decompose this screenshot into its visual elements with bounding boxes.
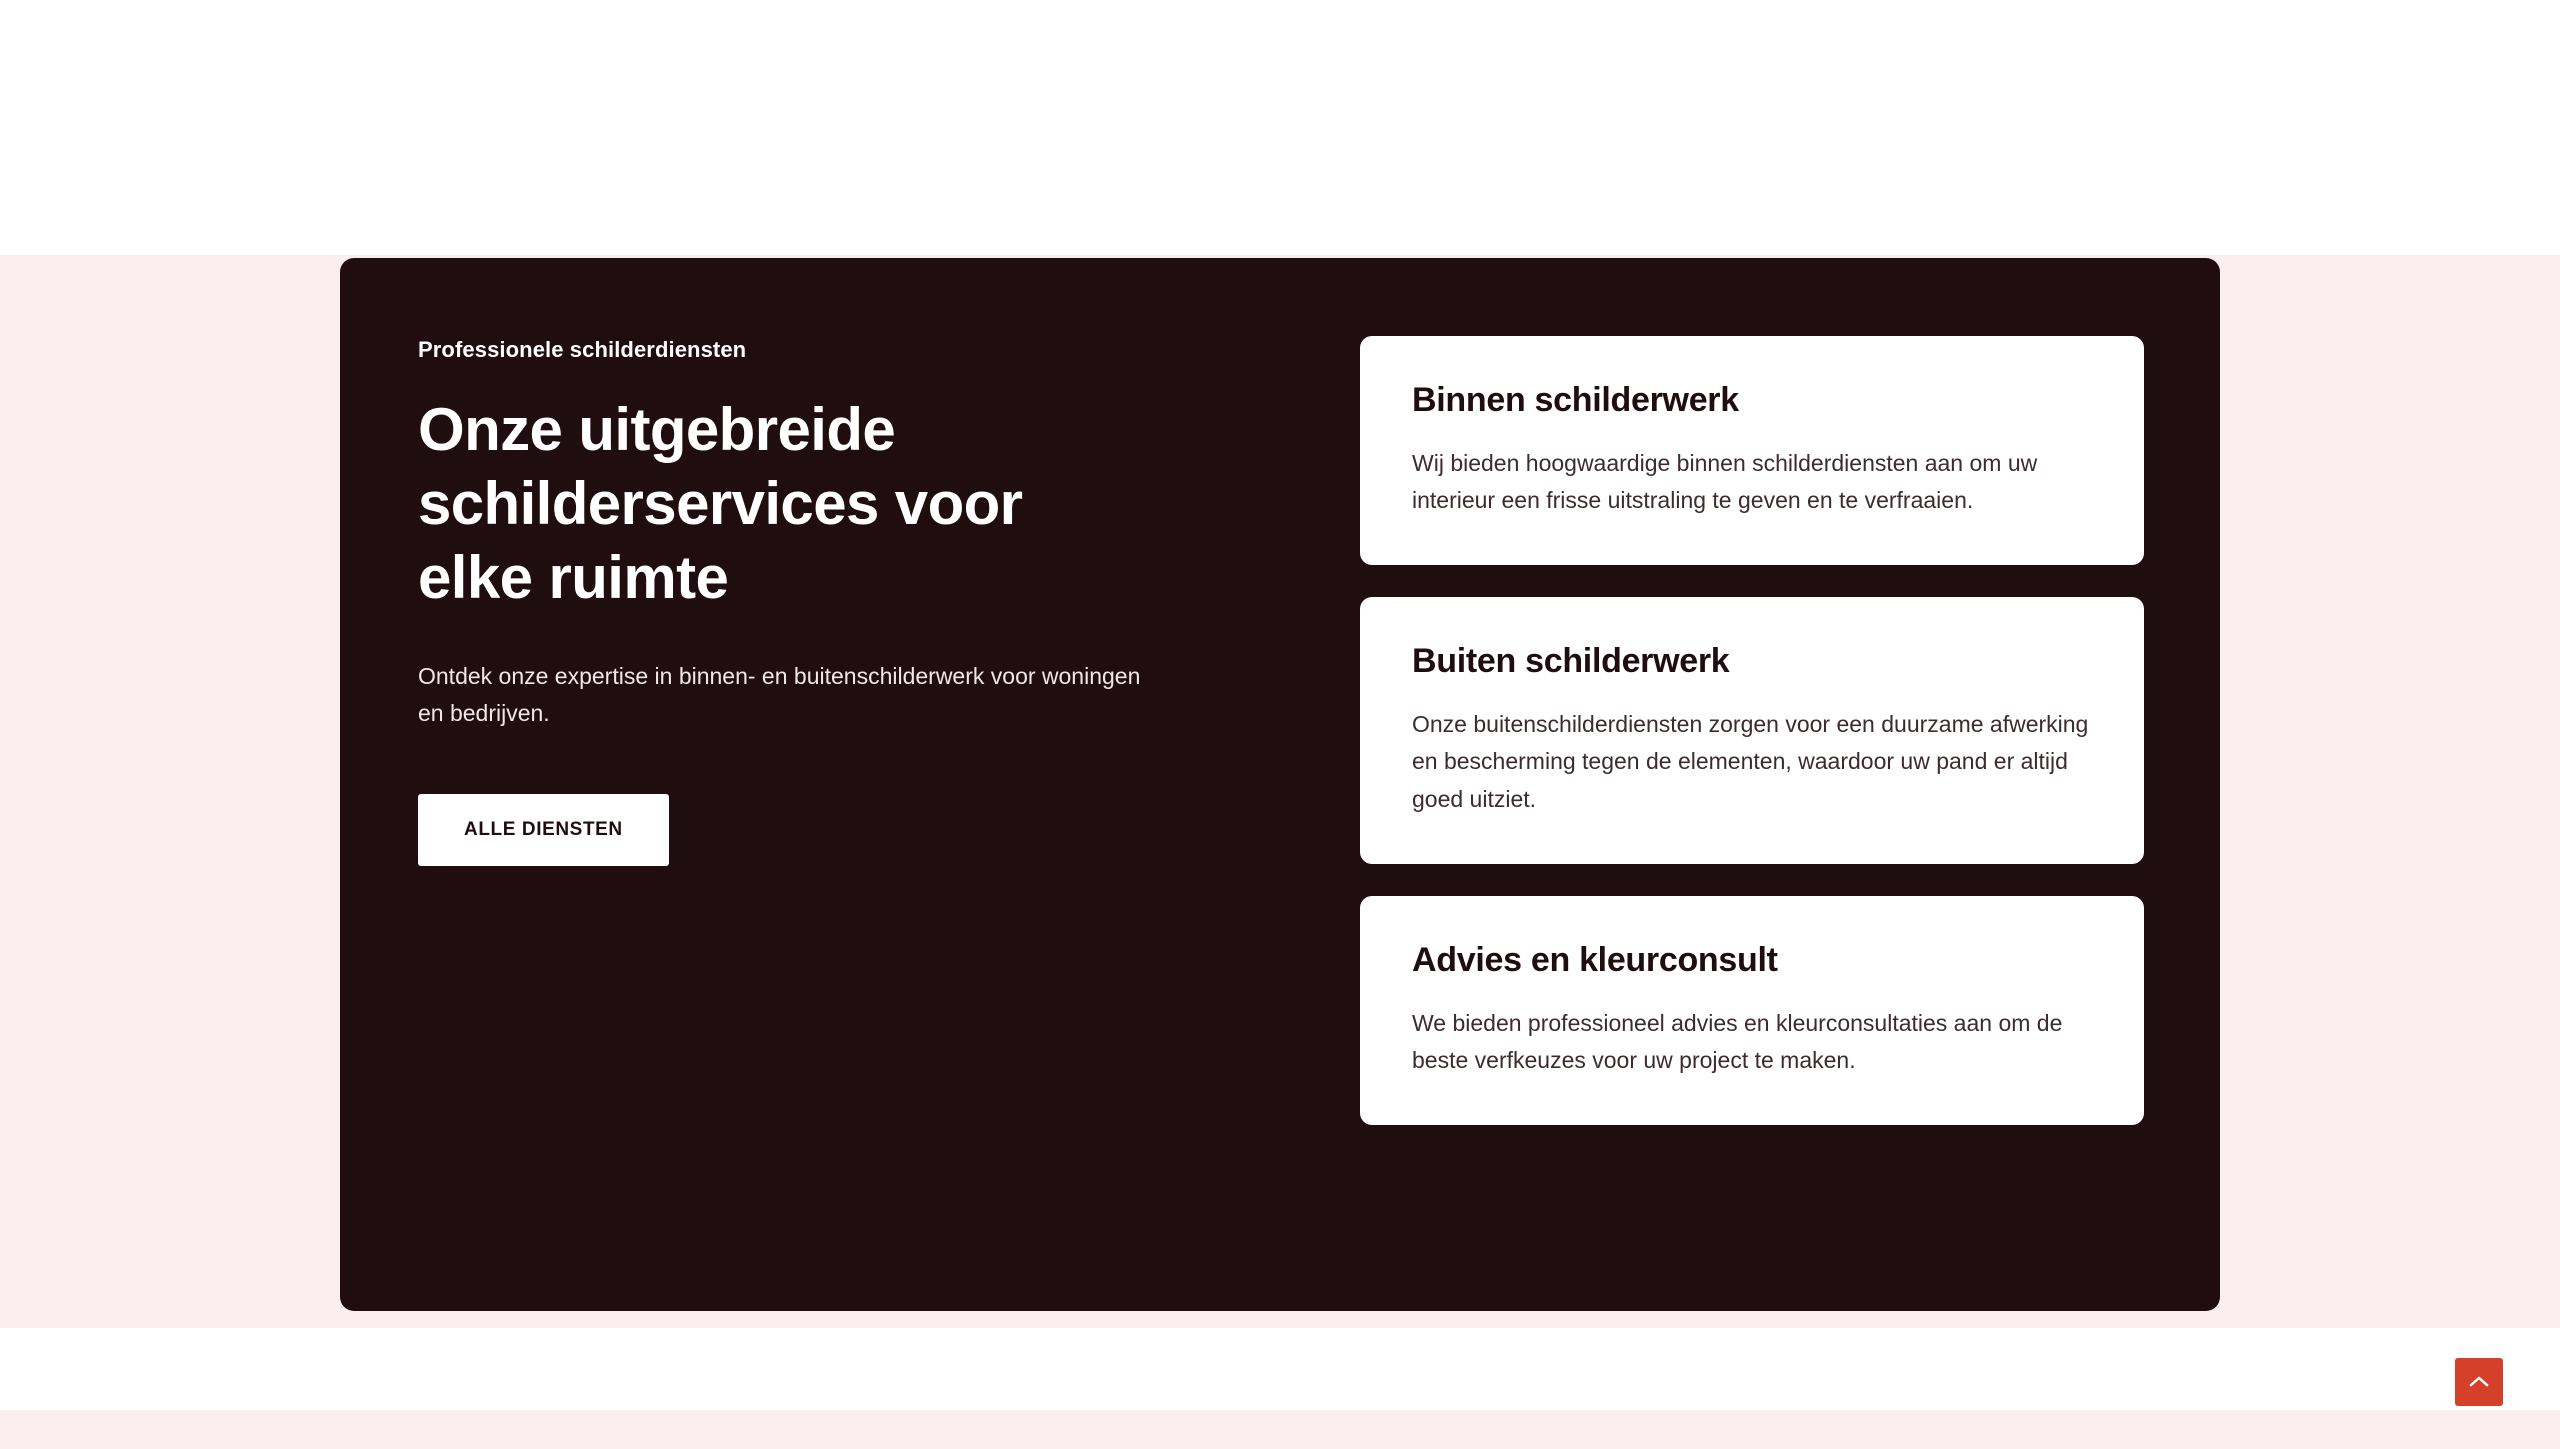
page-top-whitespace [0,0,2560,255]
service-card-buiten-schilderwerk[interactable] [1360,597,2144,864]
service-card-binnen-schilderwerk[interactable] [1360,336,2144,565]
section-eyebrow: Professionele schilderdiensten [418,337,747,362]
service-card-text: Wij bieden hoogwaardige binnen schilderdiensten aan om uw interieur een frisse uitstraling te geven en te verfraaien. [1412,449,2038,514]
section-subheading: Ontdek onze expertise in binnen- en buitenschilderwerk voor woningen en bedrijven. [418,662,1141,727]
footer-band [0,1410,2560,1449]
page-title: Onze uitgebreide schilderservices voor elke ruimte [418,395,1023,612]
services-intro [418,336,1178,866]
service-card-list [1360,336,2144,1125]
service-card-text: We bieden professioneel advies en kleurconsultaties aan om de beste verfkeuzes voor uw project te maken. [1412,1009,2063,1073]
service-card-text: Onze buitenschilderdiensten zorgen voor een duurzame afwerking en bescherming tegen de elementen, waardoor uw pand er altijd goed uitziet. [1412,711,2089,812]
service-card-title: Buiten schilderwerk [1412,642,1730,681]
service-card-title: Advies en kleurconsult [1412,940,1778,979]
service-card-advies-en-kleurconsult[interactable] [1360,896,2144,1125]
services-section [340,258,2220,1311]
service-card-title: Binnen schilderwerk [1412,381,1739,419]
back-to-top-button[interactable] [2455,1358,2503,1406]
page-bottom-whitespace [0,1328,2560,1410]
all-services-button[interactable]: ALLE DIENSTEN [418,794,669,866]
chevron-up-icon [2469,1375,2489,1389]
